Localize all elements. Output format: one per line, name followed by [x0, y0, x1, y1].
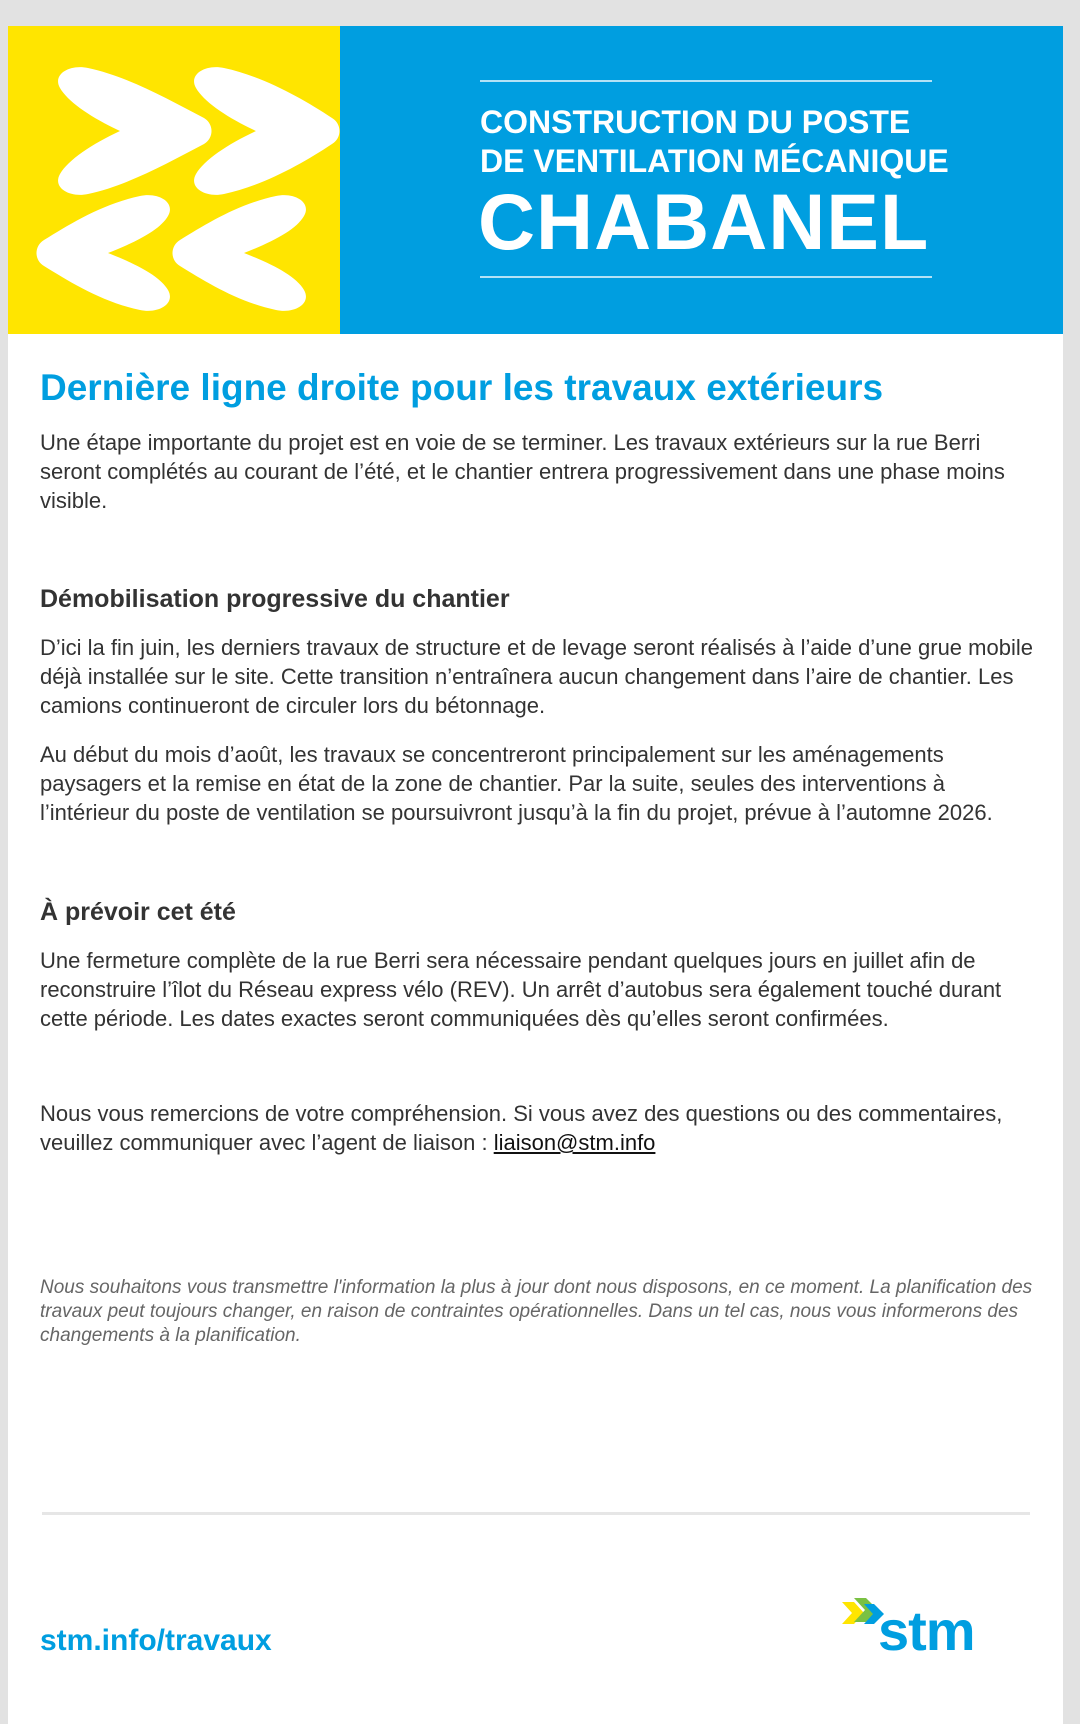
intro-paragraph: Une étape importante du projet est en voie de se terminer. Les travaux extérieurs sur la rue Berri seront complétés au courant de l’été, et le chantier entrera progressivement dans une phase moins visible.	[40, 430, 1005, 513]
section1-title: Démobilisation progressive du chantier	[40, 585, 510, 613]
section2-paragraph1: Une fermeture complète de la rue Berri sera nécessaire pendant quelques jours en juillet afin de reconstruire l’îlot du Réseau express vélo (REV). Un arrêt d’autobus sera également touché durant cette période. Les dates exactes seront communiquées dès qu’elles seront confirmées.	[40, 948, 1002, 1031]
footer-url-link[interactable]: stm.info/travaux	[40, 1624, 272, 1657]
thanks-text: Nous vous remercions de votre compréhension. Si vous avez des questions ou des commentaires, veuillez communiquer avec l’agent de liaison :	[40, 1101, 1003, 1155]
disclaimer-text: Nous souhaitons vous transmettre l'information la plus à jour dont nous disposons, en ce moment. La planification des travaux peut toujours changer, en raison de contraintes opérationnelles. Dans un tel cas, nous vous informerons des changements à la planification.	[40, 1277, 1033, 1346]
footer-divider	[42, 1512, 1030, 1515]
banner-title-line2: DE VENTILATION MÉCANIQUE	[480, 143, 949, 179]
email-card	[8, 26, 1063, 1724]
banner-rule-bottom	[480, 276, 932, 278]
banner-rule-top	[480, 80, 932, 82]
section1-paragraph2: Au début du mois d’août, les travaux se concentreront principalement sur les aménagements paysagers et la remise en état de la zone de chantier. Par la suite, seules des interventions à l’intérieur du poste de ventilation se poursuivront jusqu’à la fin du projet, prévue à l’automne 2026.	[40, 742, 993, 825]
chevron-arrows-icon	[8, 26, 340, 334]
article-body	[40, 362, 1040, 1348]
section2-title: À prévoir cet été	[40, 898, 236, 926]
banner-yellow-panel	[8, 26, 340, 334]
banner-project-name: CHABANEL	[478, 177, 930, 266]
thanks-paragraph	[40, 1099, 1040, 1157]
stm-logo-text: stm	[878, 1599, 975, 1662]
section1-paragraph1: D’ici la fin juin, les derniers travaux de structure et de levage seront réalisés à l’aide d’une grue mobile déjà installée sur le site. Cette transition n’entraînera aucun changement dans l’aire de chantier. Les camions continueront de circuler lors du bétonnage.	[40, 635, 1033, 718]
article-headline: Dernière ligne droite pour les travaux extérieurs	[40, 367, 884, 408]
stm-logo[interactable]	[840, 1596, 990, 1666]
contact-email-link[interactable]: liaison@stm.info	[493, 1130, 656, 1155]
header-banner	[8, 26, 1063, 334]
banner-title-line1: CONSTRUCTION DU POSTE	[480, 104, 911, 140]
